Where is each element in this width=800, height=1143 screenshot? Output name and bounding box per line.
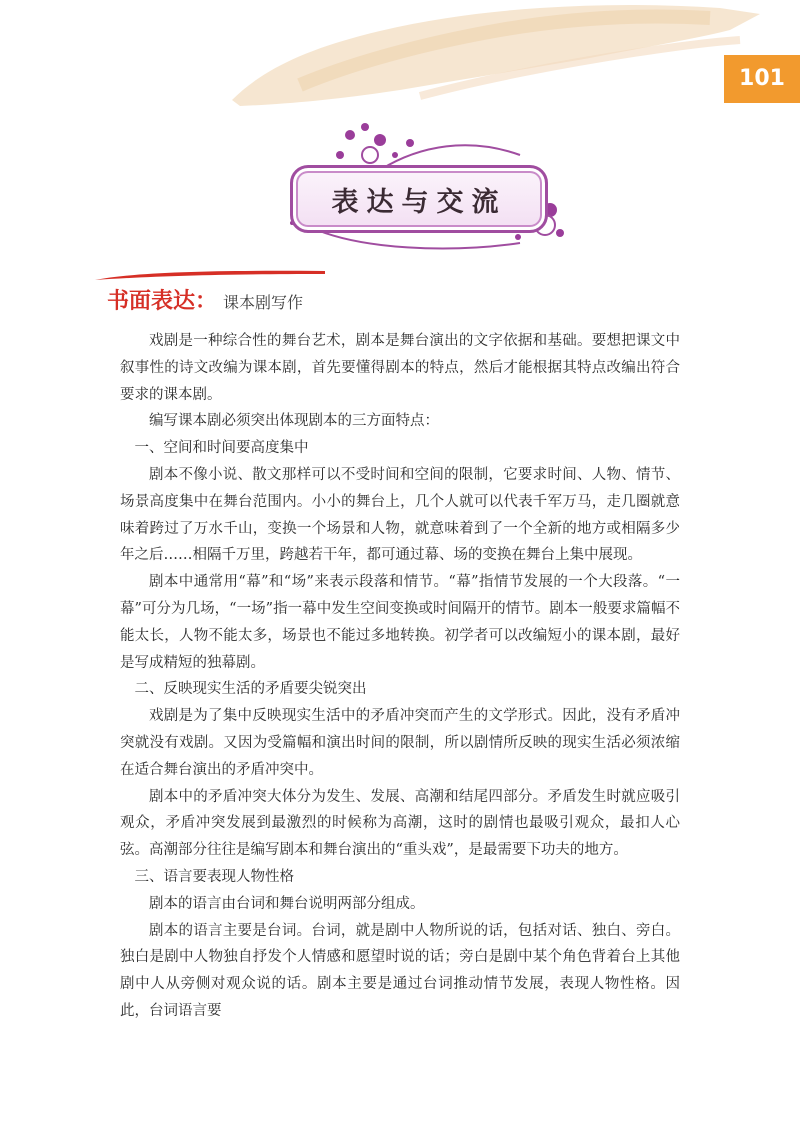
paragraph: 剧本不像小说、散文那样可以不受时间和空间的限制，它要求时间、人物、情节、场景高度集中在舞台范围内。小小的舞台上，几个人就可以代表千军万马，走几圈就意味着跨过了万水千山，变换一个场景和人物，就意味着到了一个全新的地方或相隔多少年之后……相隔千万里，跨越若干年，都可通过幕、场的变换在舞台上集中展现。 <box>120 466 680 564</box>
section-banner <box>290 165 548 233</box>
banner-title: 表达与交流 <box>331 186 507 218</box>
paragraph: 剧本中通常用“幕”和“场”来表示段落和情节。“幕”指情节发展的一个大段落。“一幕”可分为几场，“一场”指一幕中发生空间变换或时间隔开的情节。剧本一般要求篇幅不能太长，人物不能太多，场景也不能过多地转换。初学者可以改编短小的课本剧，最好是写成精短的独幕剧。 <box>120 574 680 671</box>
section-heading <box>107 284 303 315</box>
paragraph: 戏剧是一种综合性的舞台艺术，剧本是舞台演出的文字依据和基础。要想把课文中叙事性的诗文改编为课本剧，首先要懂得剧本的特点，然后才能根据其特点改编出符合要求的课本剧。 <box>120 333 680 403</box>
section-heading-sub: 课本剧写作 <box>223 293 304 312</box>
paragraph: 编写课本剧必须突出体现剧本的三方面特点： <box>149 413 439 430</box>
point-heading: 一、空间和时间要高度集中 <box>134 440 309 457</box>
paragraph: 剧本中的矛盾冲突大体分为发生、发展、高潮和结尾四部分。矛盾发生时就应吸引观众，矛盾冲突发展到最激烈的时候称为高潮，这时的剧情也最吸引观众，最扣人心弦。高潮部分往往是编写剧本和舞台演出的“重头戏”，是最需要下功夫的地方。 <box>120 788 680 859</box>
section-heading-main: 书面表达： <box>107 289 218 314</box>
paragraph: 剧本的语言由台词和舞台说明两部分组成。 <box>149 895 425 912</box>
point-heading: 三、语言要表现人物性格 <box>134 868 294 885</box>
brush-stroke-header <box>0 0 800 115</box>
body-text <box>120 328 680 1025</box>
paragraph: 戏剧是为了集中反映现实生活中的矛盾冲突而产生的文学形式。因此，没有矛盾冲突就没有戏剧。又因为受篇幅和演出时间的限制，所以剧情所反映的现实生活必须浓缩在适合舞台演出的矛盾冲突中。 <box>120 708 680 778</box>
point-heading: 二、反映现实生活的矛盾要尖锐突出 <box>134 681 367 698</box>
section-heading-bar <box>95 270 325 280</box>
paragraph: 剧本的语言主要是台词。台词，就是剧中人物所说的话，包括对话、独白、旁白。独白是剧中人物独自抒发个人情感和愿望时说的话；旁白是剧中某个角色背着台上其他剧中人从旁侧对观众说的话。剧本主要是通过台词推动情节发展，表现人物性格。因此，台词语言要 <box>120 922 680 1019</box>
page-number: 101 <box>724 55 800 103</box>
